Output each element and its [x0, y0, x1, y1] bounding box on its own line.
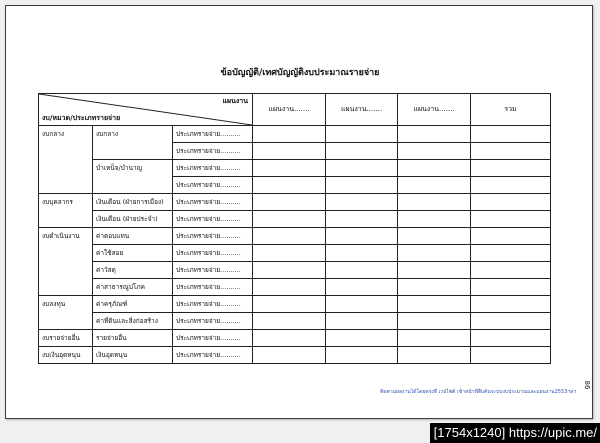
- plan-1-amount-cell: [253, 160, 326, 177]
- total-amount-cell: [471, 211, 551, 228]
- expense-type-cell: ประเภทรายจ่าย..........: [173, 330, 253, 347]
- plan-3-amount-cell: [398, 126, 471, 143]
- plan-2-amount-cell: [326, 245, 398, 262]
- expense-type-cell: ประเภทรายจ่าย..........: [173, 262, 253, 279]
- expense-type-cell: ประเภทรายจ่าย..........: [173, 126, 253, 143]
- plan-1-amount-cell: [253, 194, 326, 211]
- expense-type-cell: ประเภทรายจ่าย..........: [173, 177, 253, 194]
- expense-category-cell: เงินอุดหนุน: [93, 347, 173, 364]
- table-row: [39, 245, 551, 262]
- total-amount-cell: [471, 330, 551, 347]
- expense-type-cell: ประเภทรายจ่าย..........: [173, 347, 253, 364]
- total-amount-cell: [471, 313, 551, 330]
- plan-3-amount-cell: [398, 296, 471, 313]
- table-row: [39, 347, 551, 364]
- plan-1-amount-cell: [253, 262, 326, 279]
- budget-group-cell: งบรายจ่ายอื่น: [39, 330, 93, 347]
- plan-3-amount-cell: [398, 211, 471, 228]
- plan-2-amount-cell: [326, 143, 398, 160]
- plan-1-amount-cell: [253, 177, 326, 194]
- plan-3-amount-cell: [398, 228, 471, 245]
- plan-2-amount-cell: [326, 160, 398, 177]
- total-amount-cell: [471, 126, 551, 143]
- table-row: [39, 262, 551, 279]
- total-column-header: รวม: [471, 94, 551, 126]
- table-row: [39, 313, 551, 330]
- plan-1-amount-cell: [253, 347, 326, 364]
- budget-table-body: [39, 126, 551, 364]
- expense-type-cell: ประเภทรายจ่าย..........: [173, 228, 253, 245]
- plan-2-amount-cell: [326, 126, 398, 143]
- plan-2-amount-cell: [326, 330, 398, 347]
- total-amount-cell: [471, 160, 551, 177]
- expense-type-cell: ประเภทรายจ่าย..........: [173, 296, 253, 313]
- plan-2-amount-cell: [326, 347, 398, 364]
- plan-2-amount-cell: [326, 313, 398, 330]
- plan-1-amount-cell: [253, 313, 326, 330]
- plan-3-amount-cell: [398, 194, 471, 211]
- table-row: [39, 330, 551, 347]
- table-row: [39, 160, 551, 177]
- table-row: [39, 296, 551, 313]
- total-amount-cell: [471, 143, 551, 160]
- expense-type-cell: ประเภทรายจ่าย..........: [173, 194, 253, 211]
- plan-3-amount-cell: [398, 245, 471, 262]
- expense-category-cell: ค่าสาธารณูปโภค: [93, 279, 173, 296]
- budget-group-cell: งบลงทุน: [39, 296, 93, 330]
- plan-2-amount-cell: [326, 262, 398, 279]
- table-row: [39, 126, 551, 143]
- plan-3-amount-cell: [398, 177, 471, 194]
- table-row: [39, 194, 551, 211]
- total-amount-cell: [471, 347, 551, 364]
- budget-group-cell: งบบุคลากร: [39, 194, 93, 228]
- plan-3-amount-cell: [398, 313, 471, 330]
- expense-category-cell: ค่าที่ดินและสิ่งก่อสร้าง: [93, 313, 173, 330]
- plan-2-amount-cell: [326, 211, 398, 228]
- expense-type-cell: ประเภทรายจ่าย..........: [173, 313, 253, 330]
- plan-3-amount-cell: [398, 160, 471, 177]
- expense-type-cell: ประเภทรายจ่าย..........: [173, 143, 253, 160]
- expense-type-cell: ประเภทรายจ่าย..........: [173, 160, 253, 177]
- budget-axis-label: งบ/หมวด/ประเภทรายจ่าย: [42, 114, 121, 122]
- page-number: 86: [583, 380, 591, 390]
- budget-group-cell: งบกลาง: [39, 126, 93, 194]
- total-amount-cell: [471, 296, 551, 313]
- plan-1-amount-cell: [253, 279, 326, 296]
- budget-group-cell: งบดำเนินงาน: [39, 228, 93, 296]
- total-amount-cell: [471, 245, 551, 262]
- expense-type-cell: ประเภทรายจ่าย..........: [173, 279, 253, 296]
- header-row: [39, 94, 551, 126]
- plan-2-amount-cell: [326, 228, 398, 245]
- plan-3-amount-cell: [398, 143, 471, 160]
- plan-3-column-header: แผนงาน.......: [398, 94, 471, 126]
- plan-2-amount-cell: [326, 194, 398, 211]
- plan-2-amount-cell: [326, 177, 398, 194]
- total-amount-cell: [471, 279, 551, 296]
- expense-type-cell: ประเภทรายจ่าย..........: [173, 245, 253, 262]
- expense-category-cell: เงินเดือน (ฝ่ายการเมือง): [93, 194, 173, 211]
- document-title: ข้อบัญญัติ/เทศบัญญัติงบประมาณรายจ่าย: [220, 68, 380, 78]
- table-row: [39, 279, 551, 296]
- plan-3-amount-cell: [398, 330, 471, 347]
- expense-category-cell: ค่าตอบแทน: [93, 228, 173, 245]
- plan-2-column-header: แผนงาน.......: [326, 94, 398, 126]
- plan-1-amount-cell: [253, 330, 326, 347]
- plan-1-amount-cell: [253, 126, 326, 143]
- plan-3-amount-cell: [398, 279, 471, 296]
- plan-1-amount-cell: [253, 228, 326, 245]
- plan-2-amount-cell: [326, 279, 398, 296]
- plan-2-amount-cell: [326, 296, 398, 313]
- diagonal-header-cell: [39, 94, 253, 126]
- expense-category-cell: ค่าครุภัณฑ์: [93, 296, 173, 313]
- plan-1-amount-cell: [253, 245, 326, 262]
- expense-category-cell: งบกลาง: [93, 126, 173, 160]
- total-amount-cell: [471, 228, 551, 245]
- image-host-watermark: [1754x1240] https://upic.me/: [430, 423, 600, 443]
- budget-group-cell: งบเงินอุดหนุน: [39, 347, 93, 364]
- plan-axis-label: แผนงาน: [222, 97, 249, 105]
- expense-category-cell: รายจ่ายอื่น: [93, 330, 173, 347]
- expense-type-cell: ประเภทรายจ่าย..........: [173, 211, 253, 228]
- table-row: [39, 211, 551, 228]
- plan-3-amount-cell: [398, 262, 471, 279]
- plan-3-amount-cell: [398, 347, 471, 364]
- expense-category-cell: เงินเดือน (ฝ่ายประจำ): [93, 211, 173, 228]
- total-amount-cell: [471, 194, 551, 211]
- plan-1-column-header: แผนงาน.......: [253, 94, 326, 126]
- expense-category-cell: ค่าใช้สอย: [93, 245, 173, 262]
- plan-1-amount-cell: [253, 211, 326, 228]
- expense-category-cell: บำเหน็จ/บำนาญ: [93, 160, 173, 194]
- expense-category-cell: ค่าวัสดุ: [93, 262, 173, 279]
- footer-note: ติดตามผลงานได้โดยตรงที่ เวปไซต์ เข้าหน้าที่สืบค้นระบบงบประมาณและแผนงาน2553ฯลฯ: [380, 389, 576, 395]
- plan-1-amount-cell: [253, 296, 326, 313]
- table-row: [39, 228, 551, 245]
- plan-1-amount-cell: [253, 143, 326, 160]
- total-amount-cell: [471, 177, 551, 194]
- budget-table: [38, 93, 551, 364]
- total-amount-cell: [471, 262, 551, 279]
